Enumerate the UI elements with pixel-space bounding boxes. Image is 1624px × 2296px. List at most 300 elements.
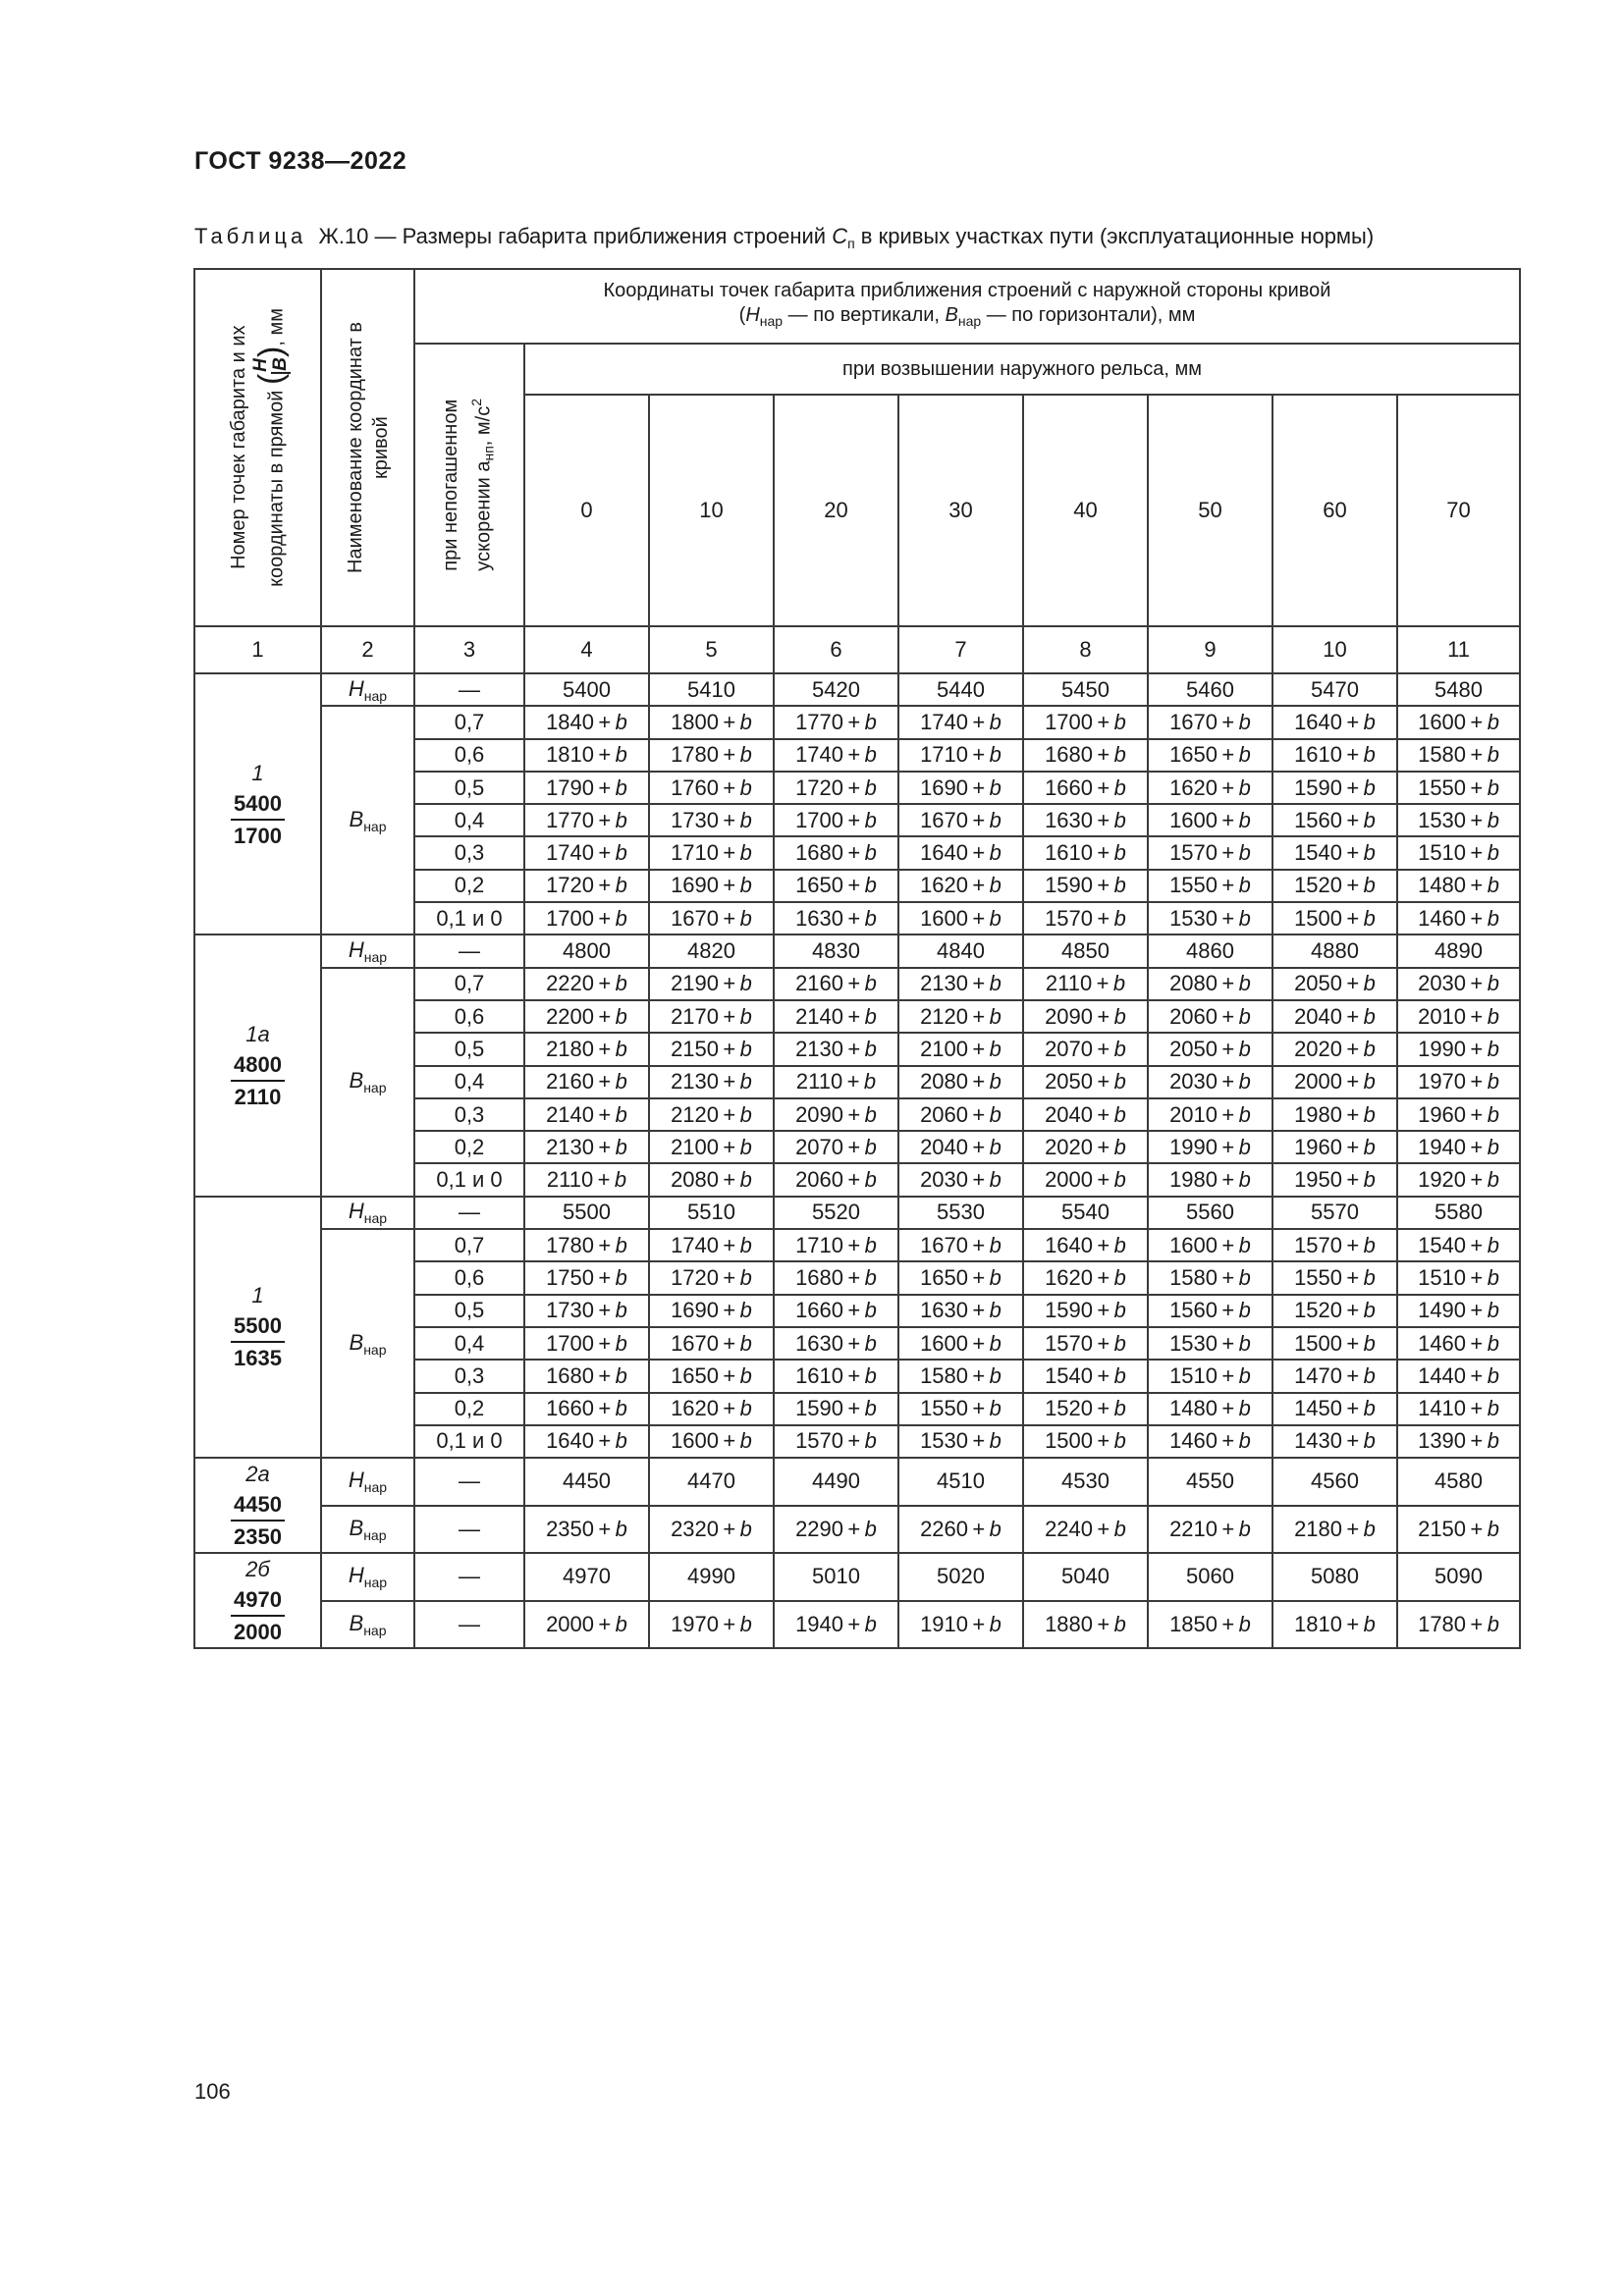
h-value: 5020 [898, 1553, 1023, 1601]
b-value: 1530 + b [1148, 902, 1272, 934]
value: 2120 [920, 1003, 969, 1029]
point-height: 4450 [231, 1489, 285, 1522]
elevation-3: 30 [898, 395, 1023, 626]
b-variable: b [1113, 709, 1126, 734]
value: 1630 [920, 1298, 969, 1323]
b-variable: b [864, 1611, 877, 1636]
col3-header-unit: , м/с [472, 405, 495, 447]
b-value: 1740 + b [898, 706, 1023, 738]
coord-letter-sub: нар [363, 1080, 387, 1096]
title-b: B [945, 304, 958, 326]
b-variable: b [1363, 1330, 1376, 1356]
b-value: 1950 + b [1272, 1163, 1397, 1196]
b-variable: b [739, 742, 752, 768]
b-value: 1920 + b [1397, 1163, 1520, 1196]
col1-header-fraction [251, 357, 291, 374]
b-variable: b [739, 1264, 752, 1290]
point-number: 1 [251, 760, 264, 785]
value: 1570 [795, 1428, 844, 1454]
b-value: 2030 + b [1397, 968, 1520, 1000]
b-variable: b [1113, 1611, 1126, 1636]
b-value: 1600 + b [1397, 706, 1520, 738]
b-acceleration: 0,6 [414, 1261, 524, 1294]
table-row [194, 1458, 1520, 1506]
b-variable: b [615, 1298, 627, 1323]
b-variable: b [1113, 742, 1126, 768]
b-acceleration: 0,1 и 0 [414, 902, 524, 934]
b-variable: b [739, 1362, 752, 1388]
b-value: 1990 + b [1148, 1131, 1272, 1163]
value: 2090 [795, 1101, 844, 1127]
b-variable: b [1363, 1069, 1376, 1095]
value: 1710 [671, 840, 720, 866]
b-value: 2070 + b [774, 1131, 898, 1163]
value: 2130 [671, 1069, 720, 1095]
b-acceleration: 0,5 [414, 772, 524, 804]
b-value: 1700 + b [1023, 706, 1148, 738]
value: 1500 [1294, 905, 1343, 931]
b-variable: b [864, 1036, 877, 1061]
header-elevation: при возвышении наружного рельса, мм [524, 344, 1520, 395]
b-variable: b [1238, 1330, 1251, 1356]
b-variable: b [1363, 1232, 1376, 1257]
b-value: 1510 + b [1148, 1360, 1272, 1392]
b-variable: b [864, 873, 877, 898]
b-variable: b [615, 1264, 627, 1290]
value: 2050 [1169, 1036, 1218, 1061]
value: 2030 [1169, 1069, 1218, 1095]
b-variable: b [1113, 1069, 1126, 1095]
b-value: 1850 + b [1148, 1601, 1272, 1649]
b-value: 1840 + b [524, 706, 649, 738]
document-code: ГОСТ 9238—2022 [194, 147, 407, 175]
value: 1550 [1294, 1264, 1343, 1290]
b-value: 1620 + b [1023, 1261, 1148, 1294]
b-value: 1560 + b [1272, 804, 1397, 836]
b-variable: b [1113, 807, 1126, 832]
h-value: 4450 [524, 1458, 649, 1506]
b-value: 1530 + b [1397, 804, 1520, 836]
b-value: 2180 + b [1272, 1506, 1397, 1554]
b-value: 1520 + b [1272, 870, 1397, 902]
value: 1940 [795, 1611, 844, 1636]
point-label [231, 1019, 285, 1112]
b-variable: b [864, 1330, 877, 1356]
b-variable: b [989, 1396, 1001, 1421]
col2-header-line2: кривой [369, 416, 392, 479]
h-value: 4530 [1023, 1458, 1148, 1506]
h-value: 5580 [1397, 1197, 1520, 1229]
b-value: 2180 + b [524, 1033, 649, 1065]
value: 1910 [920, 1611, 969, 1636]
b-value: 1430 + b [1272, 1425, 1397, 1458]
value: 1810 [546, 742, 595, 768]
coord-letter-b: B [349, 806, 364, 831]
value: 1730 [546, 1298, 595, 1323]
b-value: 1590 + b [1023, 1295, 1148, 1327]
b-variable: b [1238, 1036, 1251, 1061]
h-value: 4490 [774, 1458, 898, 1506]
h-value: 5060 [1148, 1553, 1272, 1601]
b-variable: b [615, 971, 627, 996]
col1-header-den: B [271, 357, 291, 374]
caption-symbol: C [832, 224, 848, 248]
b-acceleration: 0,1 и 0 [414, 1425, 524, 1458]
b-value: 1520 + b [1272, 1295, 1397, 1327]
b-value: 1410 + b [1397, 1393, 1520, 1425]
value: 2000 [546, 1611, 595, 1636]
b-acceleration: 0,7 [414, 706, 524, 738]
value: 1660 [1045, 774, 1094, 800]
value: 2210 [1169, 1516, 1218, 1541]
b-variable: b [615, 905, 627, 931]
b-variable: b [864, 774, 877, 800]
elevation-4: 40 [1023, 395, 1148, 626]
b-variable: b [864, 1264, 877, 1290]
value: 1790 [546, 774, 595, 800]
value: 2180 [546, 1036, 595, 1061]
b-value: 1580 + b [898, 1360, 1023, 1392]
b-variable: b [1238, 774, 1251, 800]
value: 1590 [1294, 774, 1343, 800]
b-value: 1560 + b [1148, 1295, 1272, 1327]
title-b-sub: нар [957, 313, 982, 329]
value: 1660 [795, 1298, 844, 1323]
b-variable: b [1363, 1167, 1376, 1193]
b-variable: b [739, 1003, 752, 1029]
b-variable: b [739, 807, 752, 832]
b-value: 2120 + b [649, 1098, 774, 1131]
b-variable: b [1363, 742, 1376, 768]
b-variable: b [615, 709, 627, 734]
point-label [231, 1554, 285, 1647]
b-value: 1670 + b [1148, 706, 1272, 738]
value: 1740 [546, 840, 595, 866]
b-value: 2000 + b [1023, 1163, 1148, 1196]
b-acceleration: 0,7 [414, 1229, 524, 1261]
b-value: 1690 + b [649, 870, 774, 902]
b-variable: b [1238, 1516, 1251, 1541]
value: 2010 [1169, 1101, 1218, 1127]
clearance-table [193, 268, 1521, 1649]
value: 2090 [1045, 1003, 1094, 1029]
b-variable: b [989, 840, 1001, 866]
caption-text-a: — Размеры габарита приближения строений [368, 224, 833, 248]
b-variable: b [864, 742, 877, 768]
col3-header-line1: при непогашенном [439, 399, 461, 571]
column-number-3: 4 [524, 626, 649, 673]
value: 1840 [546, 709, 595, 734]
b-value: 2200 + b [524, 1000, 649, 1033]
value: 1640 [546, 1428, 595, 1454]
b-variable: b [1487, 1396, 1499, 1421]
b-variable: b [615, 807, 627, 832]
value: 1780 [1418, 1611, 1467, 1636]
h-value: 5460 [1148, 673, 1272, 706]
b-value: 1580 + b [1148, 1261, 1272, 1294]
b-acceleration: 0,6 [414, 739, 524, 772]
b-variable: b [1238, 971, 1251, 996]
b-variable: b [1238, 1101, 1251, 1127]
b-variable: b [1113, 873, 1126, 898]
value: 2160 [546, 1069, 595, 1095]
table-row [194, 706, 1520, 738]
value: 1570 [1045, 1330, 1094, 1356]
b-value: 1590 + b [774, 1393, 898, 1425]
b-variable: b [1113, 840, 1126, 866]
b-variable: b [989, 1167, 1001, 1193]
header-point-number: Номер точек габарита и их координаты в прямой ( H B ), мм [194, 269, 321, 626]
b-variable: b [739, 1036, 752, 1061]
b-value: 1700 + b [524, 902, 649, 934]
b-variable: b [1238, 1611, 1251, 1636]
b-acceleration: 0,2 [414, 870, 524, 902]
b-value: 1760 + b [649, 772, 774, 804]
point-number: 1 [251, 1283, 264, 1308]
b-value: 2130 + b [898, 968, 1023, 1000]
table-row [194, 1229, 1520, 1261]
b-value: 1600 + b [1148, 1229, 1272, 1261]
b-variable: b [1363, 1036, 1376, 1061]
b-variable: b [739, 1330, 752, 1356]
b-variable: b [989, 873, 1001, 898]
h-value: 4580 [1397, 1458, 1520, 1506]
b-variable: b [739, 1101, 752, 1127]
h-acceleration: — [414, 934, 524, 967]
point-cell [194, 934, 321, 1196]
b-acceleration: 0,2 [414, 1131, 524, 1163]
b-value: 1550 + b [898, 1393, 1023, 1425]
value: 2070 [795, 1134, 844, 1159]
caption-number: Ж.10 [318, 224, 369, 248]
b-variable: b [864, 1003, 877, 1029]
b-value: 1590 + b [1023, 870, 1148, 902]
b-value: 1600 + b [649, 1425, 774, 1458]
b-variable: b [1113, 1003, 1126, 1029]
value: 1660 [546, 1396, 595, 1421]
b-variable: b [1487, 1611, 1499, 1636]
h-value: 5010 [774, 1553, 898, 1601]
value: 1510 [1418, 840, 1467, 866]
b-value: 1980 + b [1148, 1163, 1272, 1196]
value: 1920 [1418, 1167, 1467, 1193]
b-value: 1970 + b [1397, 1066, 1520, 1098]
b-variable: b [1487, 774, 1499, 800]
b-value: 1650 + b [1148, 739, 1272, 772]
b-value: 1690 + b [898, 772, 1023, 804]
h-value: 4800 [524, 934, 649, 967]
b-value: 1990 + b [1397, 1033, 1520, 1065]
h-value: 5420 [774, 673, 898, 706]
value: 1690 [920, 774, 969, 800]
value: 2050 [1294, 971, 1343, 996]
b-variable: b [1363, 807, 1376, 832]
b-variable: b [1487, 971, 1499, 996]
b-value: 1570 + b [1023, 902, 1148, 934]
b-variable: b [1113, 1101, 1126, 1127]
b-variable: b [1487, 742, 1499, 768]
value: 2060 [920, 1101, 969, 1127]
b-variable: b [1487, 1516, 1499, 1541]
h-value: 4820 [649, 934, 774, 967]
coord-label-h-1 [321, 934, 414, 967]
value: 2180 [1294, 1516, 1343, 1541]
b-value: 1570 + b [1023, 1327, 1148, 1360]
b-value: 1570 + b [774, 1425, 898, 1458]
coord-letter-sub: нар [363, 1575, 388, 1591]
b-variable: b [739, 1516, 752, 1541]
b-value: 1600 + b [898, 1327, 1023, 1360]
b-variable: b [1113, 1298, 1126, 1323]
title-line1: Координаты точек габарита приближения строений с наружной стороны кривой [603, 280, 1331, 301]
h-value: 5450 [1023, 673, 1148, 706]
coord-letter-sub: нар [363, 1479, 388, 1496]
value: 1630 [795, 1330, 844, 1356]
point-height: 5400 [231, 788, 285, 821]
col3-header-sub: нп [480, 446, 497, 461]
header-title [414, 269, 1520, 344]
value: 2150 [671, 1036, 720, 1061]
b-value: 2080 + b [649, 1163, 774, 1196]
b-variable: b [989, 1611, 1001, 1636]
b-value: 1510 + b [1397, 836, 1520, 869]
h-value: 5040 [1023, 1553, 1148, 1601]
value: 1980 [1294, 1101, 1343, 1127]
b-variable: b [1238, 1264, 1251, 1290]
coord-letter-h: H [348, 1199, 364, 1224]
coord-label-h-2 [321, 1197, 414, 1229]
table-row [194, 968, 1520, 1000]
h-value: 5400 [524, 673, 649, 706]
b-value: 2050 + b [1148, 1033, 1272, 1065]
b-variable: b [1238, 1069, 1251, 1095]
h-value: 5520 [774, 1197, 898, 1229]
value: 1780 [546, 1232, 595, 1257]
value: 1670 [920, 1232, 969, 1257]
column-number-2: 3 [414, 626, 524, 673]
b-variable: b [1487, 1264, 1499, 1290]
coord-label-h-4 [321, 1553, 414, 1601]
b-value: 2190 + b [649, 968, 774, 1000]
value: 2070 [1045, 1036, 1094, 1061]
column-number-8: 9 [1148, 626, 1272, 673]
b-variable: b [739, 774, 752, 800]
b-value: 1470 + b [1272, 1360, 1397, 1392]
b-value: 2090 + b [774, 1098, 898, 1131]
value: 1720 [546, 873, 595, 898]
value: 1530 [920, 1428, 969, 1454]
b-acceleration: — [414, 1601, 524, 1649]
b-variable: b [615, 873, 627, 898]
b-value: 1720 + b [774, 772, 898, 804]
value: 2000 [1294, 1069, 1343, 1095]
b-value: 1650 + b [774, 870, 898, 902]
b-value: 2060 + b [774, 1163, 898, 1196]
h-value: 5480 [1397, 673, 1520, 706]
b-variable: b [989, 1330, 1001, 1356]
value: 2140 [795, 1003, 844, 1029]
b-acceleration: 0,4 [414, 1327, 524, 1360]
b-variable: b [1238, 1232, 1251, 1257]
col1-header-unit: , мм [264, 308, 287, 347]
point-number: 1а [245, 1022, 270, 1047]
value: 1970 [671, 1611, 720, 1636]
b-variable: b [1487, 873, 1499, 898]
b-value: 1550 + b [1272, 1261, 1397, 1294]
b-value: 1480 + b [1397, 870, 1520, 902]
value: 1970 [1418, 1069, 1467, 1095]
b-value: 1770 + b [524, 804, 649, 836]
b-value: 1650 + b [898, 1261, 1023, 1294]
b-value: 2090 + b [1023, 1000, 1148, 1033]
value: 2100 [671, 1134, 720, 1159]
b-value: 1460 + b [1148, 1425, 1272, 1458]
b-value: 1450 + b [1272, 1393, 1397, 1425]
value: 1550 [1169, 873, 1218, 898]
column-number-5: 6 [774, 626, 898, 673]
b-variable: b [1113, 1232, 1126, 1257]
value: 1800 [671, 709, 720, 734]
b-value: 1530 + b [898, 1425, 1023, 1458]
b-variable: b [1363, 1396, 1376, 1421]
b-value: 1490 + b [1397, 1295, 1520, 1327]
b-value: 1730 + b [649, 804, 774, 836]
b-variable: b [1238, 742, 1251, 768]
value: 2030 [1418, 971, 1467, 996]
b-value: 1800 + b [649, 706, 774, 738]
b-value: 1610 + b [1272, 739, 1397, 772]
b-value: 1460 + b [1397, 1327, 1520, 1360]
b-value: 1440 + b [1397, 1360, 1520, 1392]
b-variable: b [1238, 1298, 1251, 1323]
b-variable: b [864, 1428, 877, 1454]
b-value: 1390 + b [1397, 1425, 1520, 1458]
b-value: 2290 + b [774, 1506, 898, 1554]
value: 2130 [920, 971, 969, 996]
value: 1680 [795, 1264, 844, 1290]
b-variable: b [1487, 840, 1499, 866]
b-acceleration: 0,3 [414, 1098, 524, 1131]
b-value: 1940 + b [774, 1601, 898, 1649]
b-variable: b [1113, 1516, 1126, 1541]
value: 1450 [1294, 1396, 1343, 1421]
b-value: 2130 + b [649, 1066, 774, 1098]
value: 1760 [671, 774, 720, 800]
b-variable: b [1487, 1298, 1499, 1323]
b-variable: b [739, 709, 752, 734]
header-coordinate-name [321, 269, 414, 626]
b-variable: b [1238, 1134, 1251, 1159]
b-value: 1940 + b [1397, 1131, 1520, 1163]
col1-header-line2: координаты в прямой [264, 390, 287, 587]
h-value: 5570 [1272, 1197, 1397, 1229]
value: 1620 [671, 1396, 720, 1421]
b-acceleration: 0,6 [414, 1000, 524, 1033]
b-variable: b [1113, 1167, 1126, 1193]
b-value: 2080 + b [898, 1066, 1023, 1098]
b-value: 1710 + b [649, 836, 774, 869]
b-variable: b [989, 905, 1001, 931]
b-variable: b [864, 1362, 877, 1388]
value: 1750 [546, 1264, 595, 1290]
coord-letter-sub: нар [363, 1210, 388, 1227]
b-value: 2050 + b [1023, 1066, 1148, 1098]
value: 1480 [1418, 873, 1467, 898]
h-value: 5560 [1148, 1197, 1272, 1229]
b-value: 2350 + b [524, 1506, 649, 1554]
coord-label-b-3 [321, 1506, 414, 1554]
value: 1640 [1045, 1232, 1094, 1257]
